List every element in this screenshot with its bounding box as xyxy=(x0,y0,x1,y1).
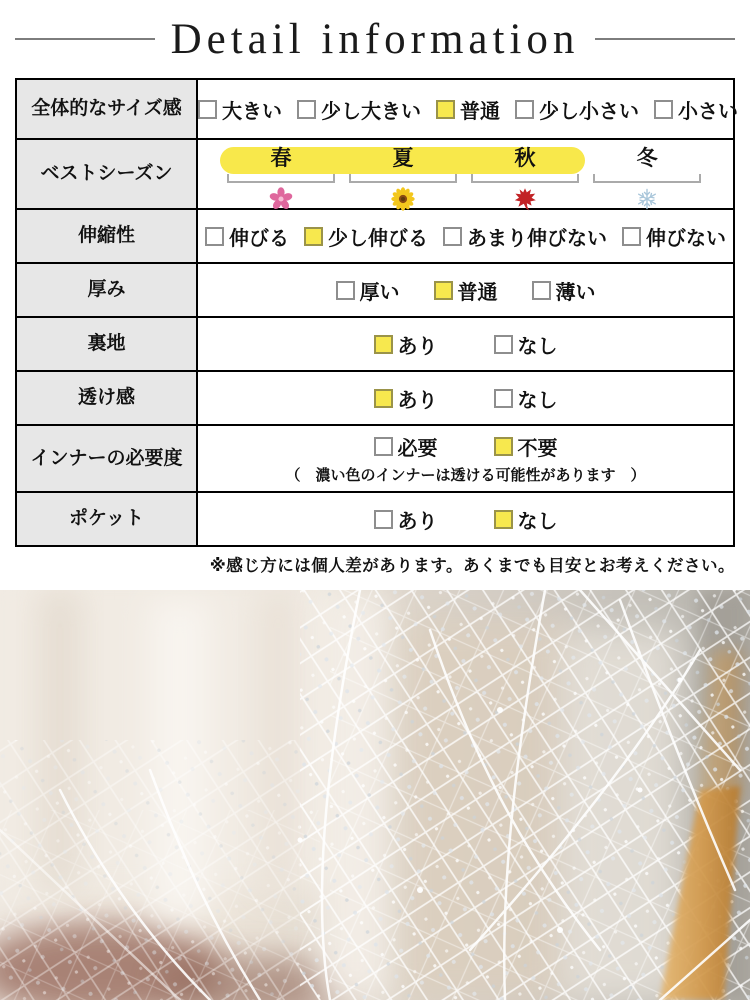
product-photo xyxy=(0,590,750,1000)
title-rule-right xyxy=(595,38,735,40)
row-options xyxy=(198,493,733,545)
row-options xyxy=(198,264,733,316)
season-label: 冬 xyxy=(636,147,658,170)
season-summer xyxy=(342,146,464,212)
checkbox-checked-icon xyxy=(304,227,323,246)
row-options xyxy=(198,372,733,424)
option-label: 普通 xyxy=(457,281,498,304)
row-label: 透け感 xyxy=(17,372,198,424)
row-options xyxy=(198,210,733,262)
option-item xyxy=(494,505,558,534)
season-bracket xyxy=(593,174,701,183)
option-label: 普通 xyxy=(460,100,500,123)
option-item xyxy=(622,222,726,251)
season-spring xyxy=(220,146,342,212)
row-options xyxy=(198,426,733,491)
checkbox-checked-icon xyxy=(434,281,453,300)
option-item xyxy=(494,384,558,413)
option-item xyxy=(654,95,738,124)
season-bracket xyxy=(227,174,335,183)
checkbox-checked-icon xyxy=(374,335,393,354)
option-label: 大きい xyxy=(222,100,282,123)
option-item xyxy=(374,432,438,461)
season-label: 夏 xyxy=(392,147,414,170)
option-label: なし xyxy=(517,510,558,533)
checkbox-icon xyxy=(443,227,462,246)
option-label: 薄い xyxy=(555,281,596,304)
option-item xyxy=(532,276,596,305)
option-label: なし xyxy=(517,389,558,412)
option-label: あり xyxy=(397,335,438,358)
checkbox-icon xyxy=(515,100,534,119)
option-label: 必要 xyxy=(397,438,438,460)
fabric-photo-illustration xyxy=(0,590,750,1000)
table-row-pocket xyxy=(17,491,733,545)
checkbox-icon xyxy=(532,281,551,300)
row-label: 裏地 xyxy=(17,318,198,370)
option-label: 少し小さい xyxy=(539,100,639,123)
checkbox-checked-icon xyxy=(436,100,455,119)
snowflake-icon xyxy=(635,186,659,212)
table-row-season xyxy=(17,138,733,208)
table-row-size xyxy=(17,80,738,138)
option-item xyxy=(494,432,558,461)
row-label: 厚み xyxy=(17,264,198,316)
table-row-stretch xyxy=(17,208,733,262)
option-item xyxy=(434,276,498,305)
table-row-thickness xyxy=(17,262,733,316)
row-label: インナーの必要度 xyxy=(17,426,198,491)
season-label: 春 xyxy=(270,147,292,170)
page-title: Detail information xyxy=(170,15,580,63)
checkbox-icon xyxy=(374,437,393,456)
option-item xyxy=(436,95,500,124)
option-item xyxy=(374,384,438,413)
checkbox-icon xyxy=(205,227,224,246)
option-label: あまり伸びない xyxy=(467,227,607,250)
checkbox-icon xyxy=(297,100,316,119)
checkbox-icon xyxy=(494,389,513,408)
options-line xyxy=(374,432,558,461)
option-label: 少し伸びる xyxy=(328,227,428,250)
option-item xyxy=(515,95,639,124)
option-label: 伸びない xyxy=(646,227,726,250)
season-autumn xyxy=(464,146,586,212)
option-label: 厚い xyxy=(359,281,400,304)
option-item xyxy=(198,95,282,124)
row-options xyxy=(198,318,733,370)
table-row-inner xyxy=(17,424,733,491)
checkbox-checked-icon xyxy=(494,437,513,456)
row-options xyxy=(198,80,738,138)
title-rule-left xyxy=(15,38,155,40)
row-label: ベストシーズン xyxy=(17,140,198,208)
season-list xyxy=(220,146,710,212)
disclaimer-note: ※感じ方には個人差があります。あくまでも目安とお考えください。 xyxy=(209,557,735,575)
option-label: 少し大きい xyxy=(321,100,421,123)
page-header xyxy=(0,0,750,78)
row-label: 伸縮性 xyxy=(17,210,198,262)
checkbox-icon xyxy=(198,100,217,119)
sunflower-icon xyxy=(391,186,415,212)
checkbox-icon xyxy=(494,335,513,354)
season-cell xyxy=(198,140,733,208)
option-label: あり xyxy=(397,510,438,533)
table-row-sheerness xyxy=(17,370,733,424)
detail-spec-table xyxy=(15,78,738,547)
checkbox-icon xyxy=(374,510,393,529)
option-label: 伸びる xyxy=(229,227,289,250)
checkbox-icon xyxy=(622,227,641,246)
option-label: 不要 xyxy=(517,438,558,460)
season-bracket xyxy=(349,174,457,183)
season-bracket xyxy=(471,174,579,183)
option-item xyxy=(336,276,400,305)
option-label: あり xyxy=(397,389,438,412)
season-label: 秋 xyxy=(514,147,536,170)
maple-leaf-icon xyxy=(513,186,537,212)
table-row-lining xyxy=(17,316,733,370)
option-item xyxy=(443,222,607,251)
row-label: 全体的なサイズ感 xyxy=(17,80,198,138)
season-winter xyxy=(586,146,708,212)
row-label: ポケット xyxy=(17,493,198,545)
option-label: なし xyxy=(517,335,558,358)
checkbox-checked-icon xyxy=(374,389,393,408)
option-item xyxy=(205,222,289,251)
inner-note: （ 濃い色のインナーは透ける可能性があります ） xyxy=(285,467,646,484)
option-item xyxy=(494,330,558,359)
checkbox-icon xyxy=(654,100,673,119)
sakura-icon xyxy=(269,186,293,212)
option-label: 小さい xyxy=(678,100,738,123)
option-item xyxy=(297,95,421,124)
checkbox-icon xyxy=(336,281,355,300)
option-item xyxy=(374,505,438,534)
option-item xyxy=(304,222,428,251)
checkbox-checked-icon xyxy=(494,510,513,529)
option-item xyxy=(374,330,438,359)
